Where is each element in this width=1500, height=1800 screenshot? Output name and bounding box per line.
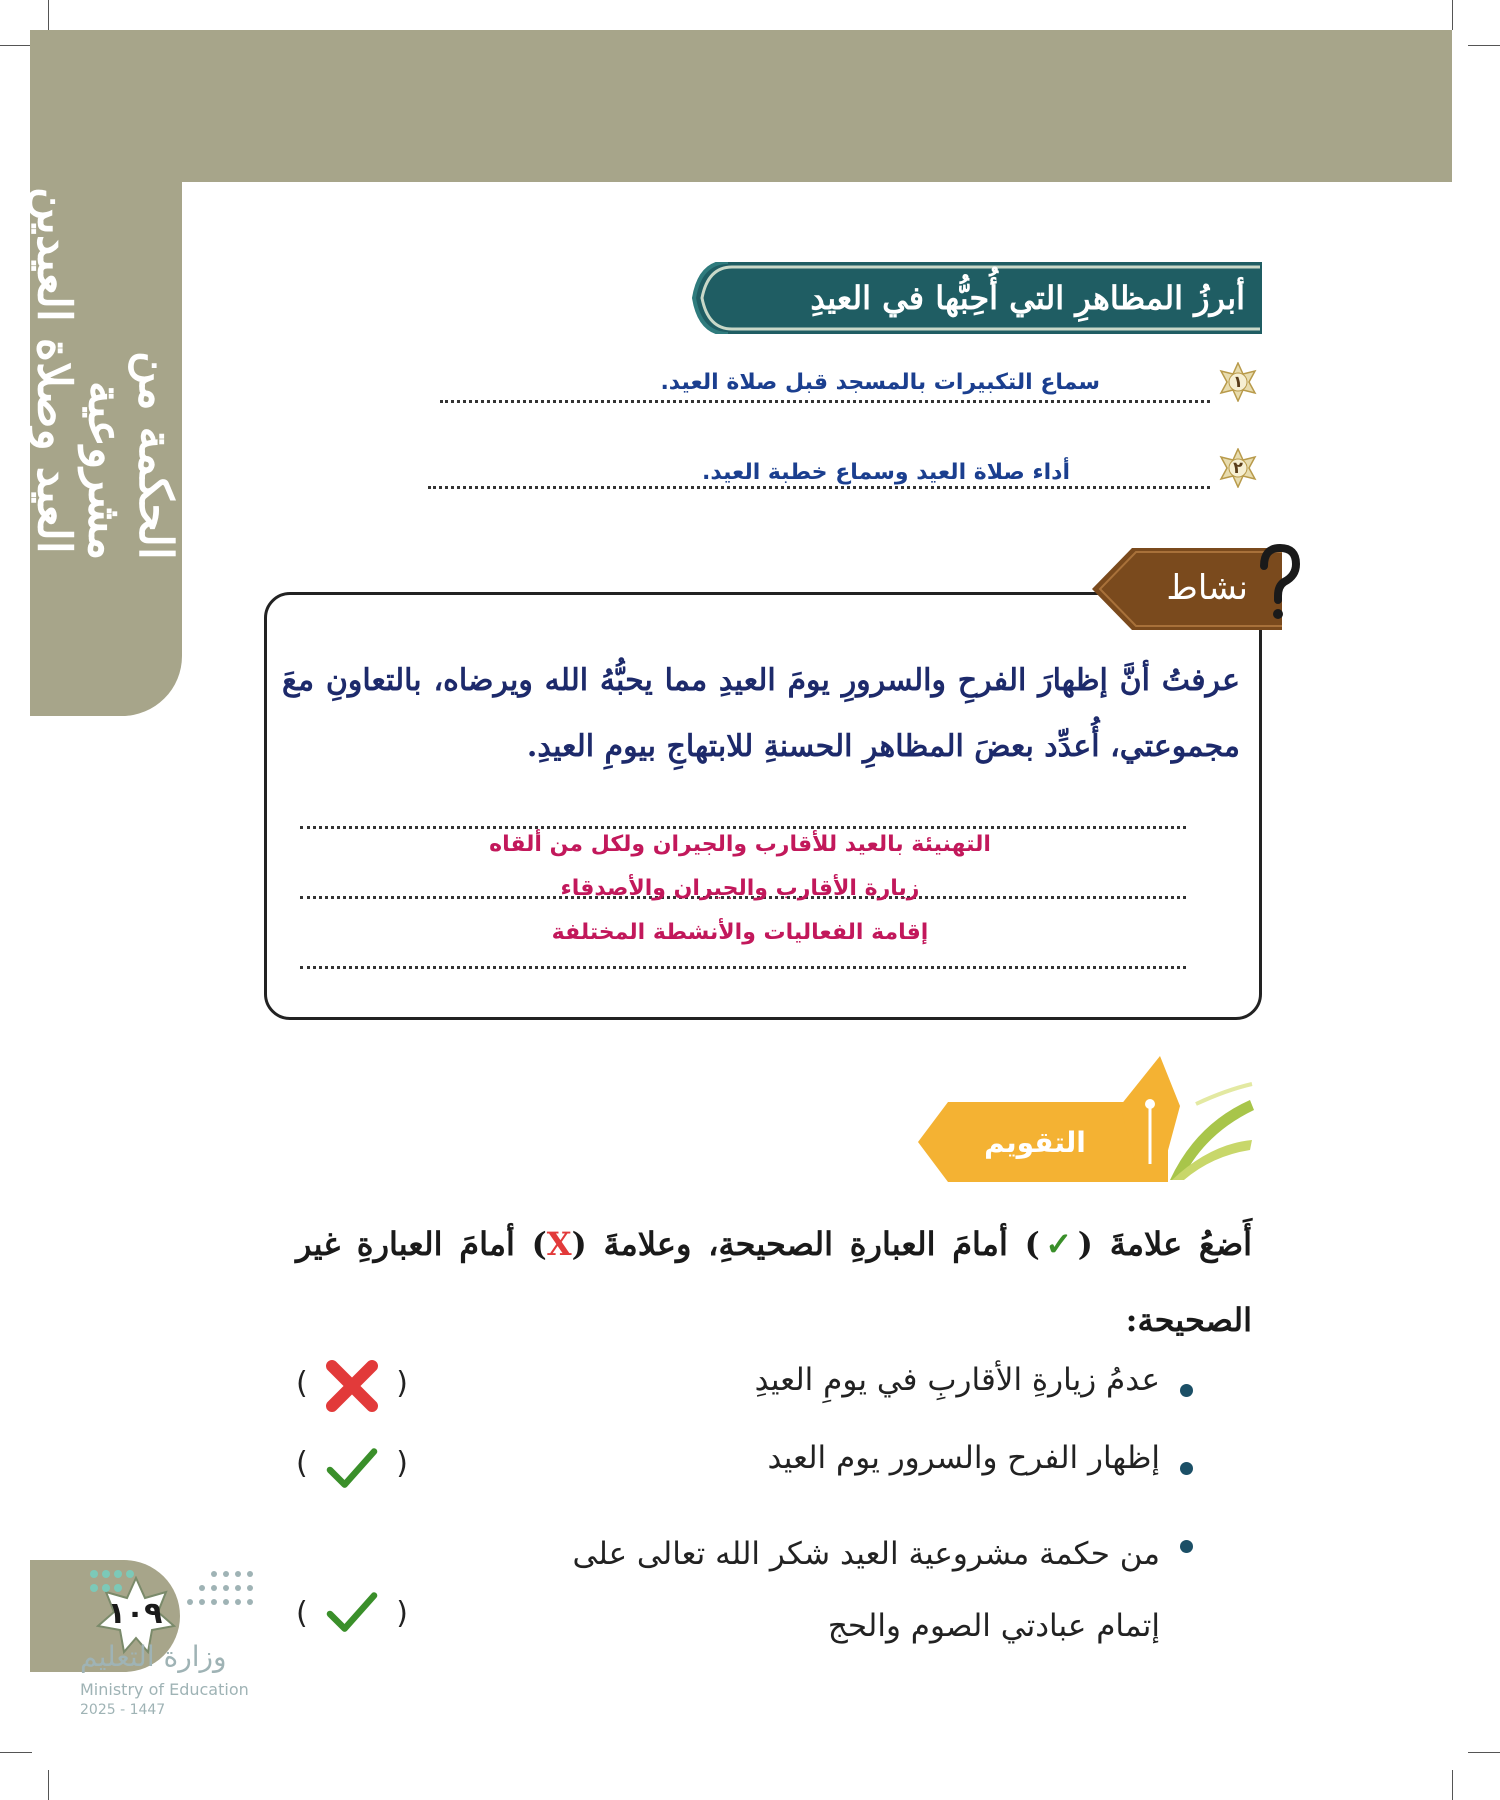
ministry-name-ar: وزارة التعليم	[80, 1640, 227, 1673]
activity-text: عرفتُ أنَّ إظهارَ الفرحِ والسرورِ يومَ العيدِ مما يحبُّهُ الله ويرضاه، بالتعاونِ معَ مجموعتي، أُعدِّد بعضَ المظاهرِ الحسنةِ للابتهاجِ بيومِ العيدِ.	[282, 663, 1240, 764]
statement-text: إظهار الفرح والسرور يوم العيد	[767, 1440, 1160, 1476]
crop-mark	[48, 1770, 49, 1800]
ministry-logo-dots	[84, 1566, 264, 1626]
bullet	[1180, 1540, 1193, 1553]
bullet	[1180, 1384, 1193, 1397]
statement-text: عدمُ زيارةِ الأقاربِ في يومِ العيدِ	[754, 1362, 1160, 1398]
dotted-line	[300, 966, 1186, 969]
dotted-line	[300, 826, 1186, 829]
instruction-text: أَضعُ علامةَ (	[1077, 1225, 1253, 1263]
list-item	[1218, 362, 1258, 402]
crop-mark	[0, 45, 32, 46]
crop-mark	[1452, 1770, 1453, 1800]
chapter-title	[27, 180, 183, 560]
crop-mark	[1468, 1752, 1500, 1753]
answer-text: سماع التكبيرات بالمسجد قبل صلاة العيد.	[660, 370, 1100, 395]
section-title: أبرزُ المظاهرِ التي أُحِبُّها في العيدِ	[810, 279, 1245, 317]
item-number: ٢	[1233, 458, 1243, 477]
statement-text: من حكمة مشروعية العيد شكر الله تعالى على إتمام عبادتي الصوم والحج	[572, 1536, 1160, 1644]
item-number: ١	[1233, 372, 1243, 391]
activity-label: نشاط	[1166, 568, 1248, 608]
answer-bracket: ( )	[296, 1364, 408, 1414]
green-check-icon[interactable]	[324, 1590, 380, 1636]
crop-mark	[1452, 0, 1453, 30]
instruction-text: ) أمامَ العبارةِ غير الصحيحة:	[296, 1225, 1252, 1339]
instruction-cross-icon: X	[546, 1225, 572, 1263]
crop-mark	[0, 1752, 32, 1753]
header-band	[30, 30, 1452, 182]
activity-answer: إقامة الفعاليات والأنشطة المختلفة	[551, 920, 929, 945]
dotted-line	[440, 400, 1210, 403]
answer-bracket: ( )	[296, 1594, 408, 1644]
answer-text: أداء صلاة العيد وسماع خطبة العيد.	[702, 460, 1070, 485]
page-number: ١٠٩	[107, 1596, 163, 1631]
list-item	[1218, 448, 1258, 488]
question-mark-icon	[1256, 544, 1300, 624]
evaluation-instruction	[296, 1206, 1252, 1358]
chapter-title-line1: الحكمة من مشروعية	[78, 351, 183, 560]
instruction-text: ) أمامَ العبارةِ الصحيحةِ، وعلامةَ (	[571, 1225, 1040, 1263]
green-check-icon[interactable]	[324, 1446, 380, 1492]
crop-mark	[1468, 45, 1500, 46]
dotted-line	[428, 486, 1210, 489]
red-cross-icon[interactable]	[322, 1358, 382, 1414]
crop-mark	[48, 0, 49, 30]
instruction-check-icon: ✓	[1039, 1225, 1078, 1263]
pen-nib-icon	[1100, 1054, 1260, 1184]
activity-answer: زيارة الأقارب والجيران والأصدقاء	[560, 876, 920, 901]
bullet	[1180, 1462, 1193, 1475]
ministry-name-en: Ministry of Education	[80, 1680, 249, 1699]
edition-year: 2025 - 1447	[80, 1702, 166, 1718]
chapter-title-line2: العيد وصلاة العيدين	[27, 186, 82, 554]
evaluation-label: التقويم	[984, 1126, 1086, 1159]
answer-bracket: ( )	[296, 1444, 408, 1494]
activity-answer: التهنيئة بالعيد للأقارب والجيران ولكل من ألقاه	[489, 832, 991, 857]
